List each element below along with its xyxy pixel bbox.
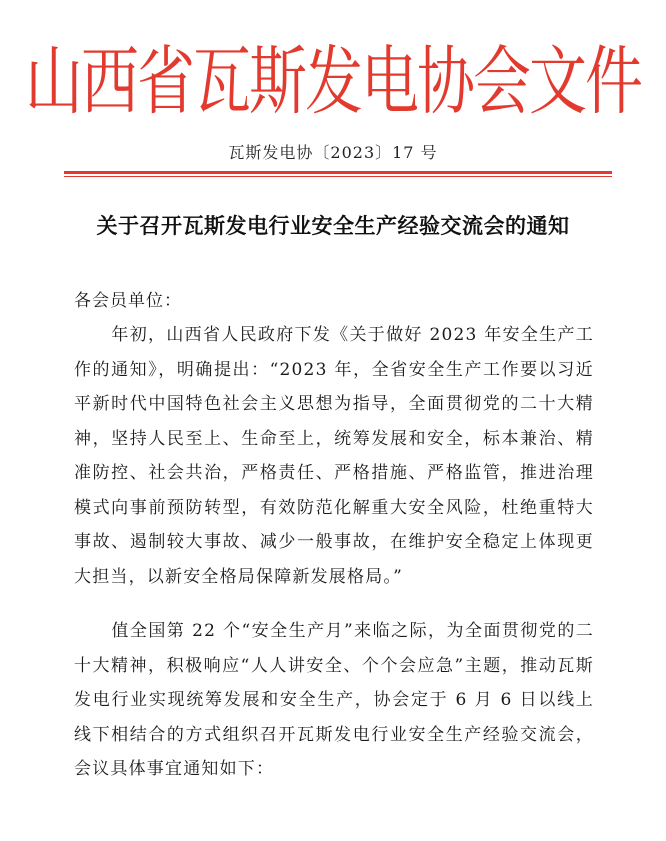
red-separator-line	[64, 171, 612, 174]
salutation: 各会员单位：	[74, 291, 182, 311]
body-paragraph-1: 年初，山西省人民政府下发《关于做好 2023 年安全生产工作的通知》，明确提出：“2023 年，全省安全生产工作要以习近平新时代中国特色社会主义思想为指导，全面贯彻党的二十大精神，坚持人民至上、生命至上，统筹发展和安全，标本兼治、精准防控、社会共治，严格责任、严格措施、严格监管，推进治理模式向事前预防转型，有效防范化解重大安全风险，杜绝重特大事故、遏制较大事故、减少一般事故，在维护安全稳定上体现更大担当，以新安全格局保障新发展格局。”	[74, 325, 594, 587]
masthead-org-title: 山西省瓦斯发电协会文件	[24, 37, 641, 125]
notice-title: 关于召开瓦斯发电行业安全生产经验交流会的通知	[96, 214, 570, 238]
document-number: 瓦斯发电协〔2023〕17 号	[228, 143, 438, 162]
red-separator-line-thin	[64, 176, 612, 177]
body-paragraph-2: 值全国第 22 个“安全生产月”来临之际，为全面贯彻党的二十大精神，积极响应“人人讲安全、个个会应急”主题，推动瓦斯发电行业实现统筹发展和安全生产，协会定于 6 月 6 日以线上线下相结合的方式组织召开瓦斯发电行业安全生产经验交流会，会议具体事宜通知如下：	[74, 621, 594, 779]
